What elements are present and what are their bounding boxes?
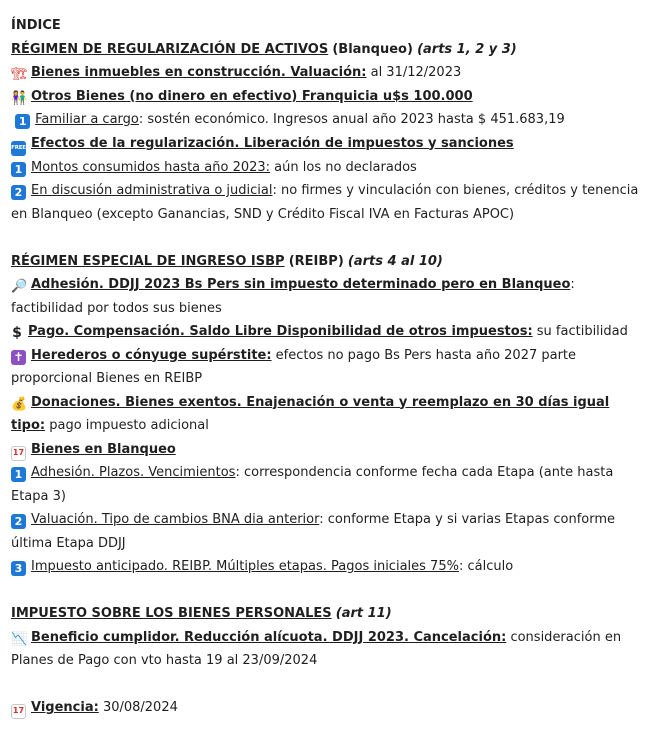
plazos-link[interactable]: Adhesión. Plazos. Vencimientos (31, 465, 236, 480)
beneficio-heading[interactable]: Beneficio cumplidor. Reducción alícuota. DDJJ 2023. Cancelación: (31, 629, 507, 645)
vigencia-value: 30/08/2024 (98, 700, 178, 715)
section2-arts: (arts 4 al 10) (347, 253, 443, 269)
valuacion-text: : conforme Etapa y si varias Etapas conforme última Etapa DDJJ (11, 512, 616, 551)
efectos-heading[interactable]: Efectos de la regularización. Liberación de impuestos y sanciones (31, 135, 514, 151)
item-pago (11, 320, 639, 344)
chart-decreasing-icon: 📉 (11, 631, 28, 647)
impuesto-link[interactable]: Impuesto anticipado. REIBP. Múltiples etapas. Pagos iniciales 75% (31, 559, 459, 574)
section1-title[interactable]: RÉGIMEN DE REGULARIZACIÓN DE ACTIVOS (11, 41, 329, 57)
item-plazos (11, 461, 639, 508)
montos-link[interactable]: Montos consumidos hasta año 2023: (31, 159, 271, 175)
section3-arts: (art 11) (335, 606, 392, 621)
pago-text: su factibilidad (532, 324, 628, 339)
number-2-icon: 2 (11, 185, 26, 200)
item-discusion (11, 179, 639, 226)
adhesion-heading[interactable]: Adhesión. DDJJ 2023 Bs Pers sin impuesto determinado pero en Blanqueo (31, 277, 571, 292)
number-1-icon: 1 (15, 114, 30, 129)
vigencia-label[interactable]: Vigencia: (31, 700, 99, 715)
dollar-sign-icon: $ (12, 325, 22, 341)
money-bag-icon: 💰 (11, 396, 28, 412)
spacer (11, 226, 639, 250)
adhesion-text: : factibilidad por todos sus bienes (11, 277, 575, 316)
free-icon: FREE (11, 141, 26, 156)
plazos-text: : correspondencia conforme fecha cada Etapa (ante hasta Etapa 3) (11, 465, 614, 504)
item-beneficio (11, 626, 639, 673)
building-construction-icon: 🏗 (11, 67, 28, 82)
item-familiar (11, 108, 639, 132)
spacer (11, 579, 639, 603)
section3-title[interactable]: IMPUESTO SOBRE LOS BIENES PERSONALES (11, 606, 332, 621)
magnifying-glass-icon: 🔎 (11, 279, 28, 294)
discusion-text: : no firmes y vinculación con bienes, créditos y tenencia en Blanqueo (excepto Ganancias, SND y Crédito Fiscal IVA en Facturas APOC) (11, 183, 639, 222)
discusion-link[interactable]: En discusión administrativa o judicial (31, 183, 273, 198)
people-icon: 👫 (11, 90, 28, 106)
item-montos (11, 156, 639, 180)
section2-title[interactable]: RÉGIMEN ESPECIAL DE INGRESO ISBP (11, 253, 285, 269)
item-herederos (11, 344, 639, 391)
section1-heading (11, 38, 639, 62)
item-valuacion (11, 508, 639, 555)
number-1-icon: 1 (11, 467, 26, 482)
item-efectos (11, 132, 639, 156)
latin-cross-icon: ✝ (11, 350, 26, 365)
montos-text: aún los no declarados (270, 159, 417, 175)
item-inmuebles (11, 61, 639, 85)
inmuebles-heading[interactable]: Bienes inmuebles en construcción. Valuación: (31, 65, 367, 80)
section1-paren: (Blanqueo) (332, 41, 413, 57)
otros-heading[interactable]: Otros Bienes (no dinero en efectivo) Franquicia u$s 100.000 (31, 88, 473, 104)
calendar-icon: 17 (11, 704, 26, 719)
section2-heading (11, 250, 639, 274)
impuesto-text: : cálculo (458, 559, 514, 574)
calendar-icon: 17 (11, 446, 26, 461)
item-vigencia (11, 696, 639, 720)
index-title: ÍNDICE (11, 18, 61, 33)
blanqueo-heading[interactable]: Bienes en Blanqueo (31, 441, 176, 457)
item-otros-bienes (11, 85, 639, 109)
valuacion-link[interactable]: Valuación. Tipo de cambios BNA dia anterior (31, 512, 320, 527)
spacer (11, 673, 639, 697)
donaciones-text: pago impuesto adicional (45, 418, 209, 433)
item-adhesion (11, 273, 639, 320)
item-blanqueo (11, 438, 639, 462)
pago-heading[interactable]: Pago. Compensación. Saldo Libre Disponibilidad de otros impuestos: (28, 324, 533, 339)
section1-arts: (arts 1, 2 y 3) (417, 41, 517, 57)
donaciones-heading[interactable]: Donaciones. Bienes exentos. Enajenación o venta y reemplazo en 30 días igual tipo: (11, 394, 610, 433)
number-1-icon: 1 (11, 162, 26, 177)
inmuebles-text: al 31/12/2023 (366, 65, 462, 80)
item-donaciones (11, 391, 639, 438)
familiar-link[interactable]: Familiar a cargo (35, 112, 139, 127)
number-2-icon: 2 (11, 514, 26, 529)
section3-heading (11, 602, 639, 626)
herederos-heading[interactable]: Herederos o cónyuge supérstite: (31, 347, 272, 363)
item-impuesto (11, 555, 639, 579)
section2-paren: (REIBP) (288, 253, 344, 269)
herederos-text: efectos no pago Bs Pers hasta año 2027 parte proporcional Bienes en REIBP (11, 347, 577, 386)
familiar-text: : sostén económico. Ingresos anual año 2023 hasta $ 451.683,19 (138, 112, 565, 127)
number-3-icon: 3 (11, 561, 26, 576)
beneficio-text: consideración en Planes de Pago con vto hasta 19 al 23/09/2024 (11, 629, 622, 668)
